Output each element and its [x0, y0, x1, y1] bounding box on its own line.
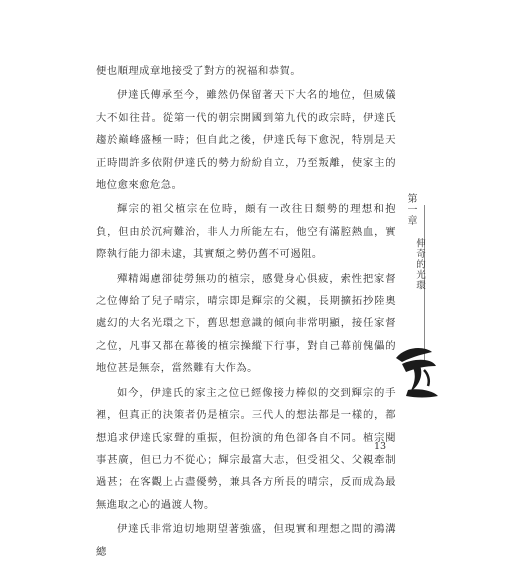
paragraph-3: 輝宗的祖父植宗在位時，頗有一改往日頹勢的理想和抱負，但由於沉疴難治，非人力所能左右，他空有滿腔熱血，實際執行能力卻未逮，其實頹之勢仍舊不可遏阻。: [96, 203, 396, 261]
body-text: [96, 60, 396, 563]
paragraph-5: 如今，伊達氏的家主之位已經像接力棒似的交到輝宗的手裡，但真正的決策者仍是植宗。三代人的想法都是一樣的，都想追求伊達氏家聲的重振，但扮演的角色卻各自不同。植宗閱事甚廣，但已力不從心；輝宗最富大志，但受祖父、父親牽制過甚；在客觀上占盡優勢，兼具各方所長的晴宗，反而成為最無進取之心的過渡人物。: [96, 386, 396, 511]
page-number: 13: [374, 441, 387, 452]
paragraph-4: 殫精竭慮卻徒勞無功的植宗，感覺身心俱疲，索性把家督之位傳給了兒子晴宗，晴宗即是輝宗的父親，長期擴拓抄陸奧處幻的大名光環之下，舊思想意識的傾向非常明顯，接任家督之位，凡事又都在幕後的植宗操縱下行事，對自己幕前傀儡的地位甚是無奈，當然難有大作為。: [96, 272, 396, 375]
paragraph-1: 便也順理成章地接受了對方的祝福和恭賀。: [96, 65, 302, 77]
chapter-number: 第一章: [405, 193, 416, 226]
paragraph-2: 伊達氏傳承至今，雖然仍保留著天下大名的地位，但威儀大不如往昔。從第一代的朝宗開國到第九代的政宗時，伊達氏趨於巔峰盛極一時；但自此之後，伊達氏每下愈況，特別是天正時間許多依附伊達氏的勢力紛紛自立，乃至叛離，使家主的地位愈來愈危急。: [96, 89, 396, 192]
calligraphy-seal-icon: [388, 340, 444, 402]
paragraph-6: 伊達氏非常迫切地期望著強盛，但現實和理想之間的鴻溝總: [96, 523, 396, 558]
chapter-title: 伸奇的光環: [414, 238, 425, 291]
